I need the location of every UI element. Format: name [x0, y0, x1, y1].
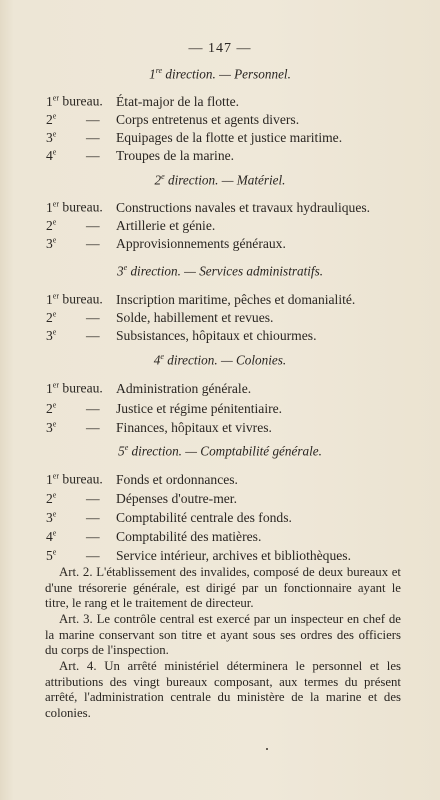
bureau-label: — — [86, 327, 100, 343]
bureau-text: Solde, habillement et revues. — [116, 309, 274, 325]
bureau-text: Inscription maritime, pêches et domanialité. — [116, 291, 356, 307]
list-item — [46, 376, 251, 398]
ordinal: 3e — [46, 419, 57, 435]
bureau-label: — — [86, 129, 100, 145]
bureau-text: Troupes de la marine. — [116, 147, 235, 163]
bureau-label: — — [86, 547, 100, 563]
section-heading: 5e direction. — Comptabilité générale. — [118, 443, 322, 459]
bureau-label: bureau. — [62, 291, 103, 307]
bureau-label: — — [86, 528, 100, 544]
list-item — [46, 143, 234, 165]
ordinal: 2e — [46, 217, 57, 233]
bureau-label: — — [86, 235, 100, 251]
bureau-label: — — [86, 400, 100, 416]
section-heading: 4e direction. — Colonies. — [153, 352, 287, 368]
bureau-text: Artillerie et génie. — [116, 217, 216, 233]
bureau-label: bureau. — [62, 380, 103, 396]
ordinal: 3e — [46, 327, 57, 343]
ordinal: 3e — [46, 129, 57, 145]
bureau-label: — — [86, 509, 100, 525]
bureau-text: Subsistances, hôpitaux et chiourmes. — [116, 327, 317, 343]
ordinal: 3e — [46, 235, 57, 251]
ink-dot — [266, 748, 268, 750]
ordinal: 3e — [46, 509, 57, 525]
ordinal: 1er — [46, 199, 60, 215]
bureau-label: — — [86, 111, 100, 127]
list-item — [46, 415, 272, 437]
ordinal: 1er — [46, 471, 60, 487]
bureau-text: Justice et régime pénitentiaire. — [116, 400, 283, 416]
list-item — [46, 543, 351, 565]
ordinal: 2e — [46, 400, 57, 416]
bureau-text: Comptabilité des matières. — [116, 528, 262, 544]
ordinal: 2e — [46, 111, 57, 127]
ordinal: 1er — [46, 93, 60, 109]
bureau-text: Comptabilité centrale des fonds. — [116, 509, 292, 525]
bureau-label: — — [86, 217, 100, 233]
section-heading: 1re direction. — Personnel. — [149, 66, 291, 82]
bureau-text: Dépenses d'outre-mer. — [116, 490, 237, 506]
bureau-label: — — [86, 490, 100, 506]
bureau-label: — — [86, 147, 100, 163]
ordinal: 1er — [46, 380, 60, 396]
bureau-text: Administration générale. — [116, 380, 252, 396]
article-paragraph: Art. 3. Le contrôle central est exercé par un inspecteur en chef de la marine conservant son titre et ayant sous ses ordres des officiers du corps de l'inspection. — [45, 612, 401, 658]
ordinal: 4e — [46, 528, 57, 544]
ordinal: 2e — [46, 490, 57, 506]
bureau-text: Corps entretenus et agents divers. — [116, 111, 300, 127]
bureau-label: — — [86, 419, 100, 435]
bureau-label: bureau. — [62, 93, 103, 109]
section-heading: 2e direction. — Matériel. — [154, 172, 286, 188]
ordinal: 1er — [46, 291, 60, 307]
bureau-label: bureau. — [62, 199, 103, 215]
bureau-text: Approvisionnements généraux. — [116, 235, 286, 251]
bureau-text: État-major de la flotte. — [116, 93, 240, 109]
bureau-text: Fonds et ordonnances. — [116, 471, 238, 487]
bureau-text: Equipages de la flotte et justice maritime. — [116, 129, 343, 145]
section-heading: 3e direction. — Services administratifs. — [117, 263, 323, 279]
article-paragraph: Art. 2. L'établissement des invalides, composé de deux bureaux et d'une trésorerie générale, est dirigé par un fonctionnaire ayant le titre, le rang et le traitement de directeur. — [45, 565, 401, 611]
bureau-label: bureau. — [62, 471, 103, 487]
ordinal: 4e — [46, 147, 57, 163]
bureau-text: Service intérieur, archives et bibliothèques. — [116, 547, 351, 563]
page-number: — 147 — — [188, 41, 252, 56]
ordinal: 5e — [46, 547, 57, 563]
article-paragraph: Art. 4. Un arrêté ministériel déterminera le personnel et les attributions des vingt bureaux composant, aux termes du présent arrêté, l'administration centrale du ministère de la marine et des colonies. — [45, 659, 401, 720]
ordinal: 2e — [46, 309, 57, 325]
list-item — [46, 231, 286, 253]
bureau-text: Constructions navales et travaux hydrauliques. — [116, 199, 371, 215]
bureau-label: — — [86, 309, 100, 325]
list-item — [46, 323, 316, 345]
bureau-text: Finances, hôpitaux et vivres. — [116, 419, 272, 435]
